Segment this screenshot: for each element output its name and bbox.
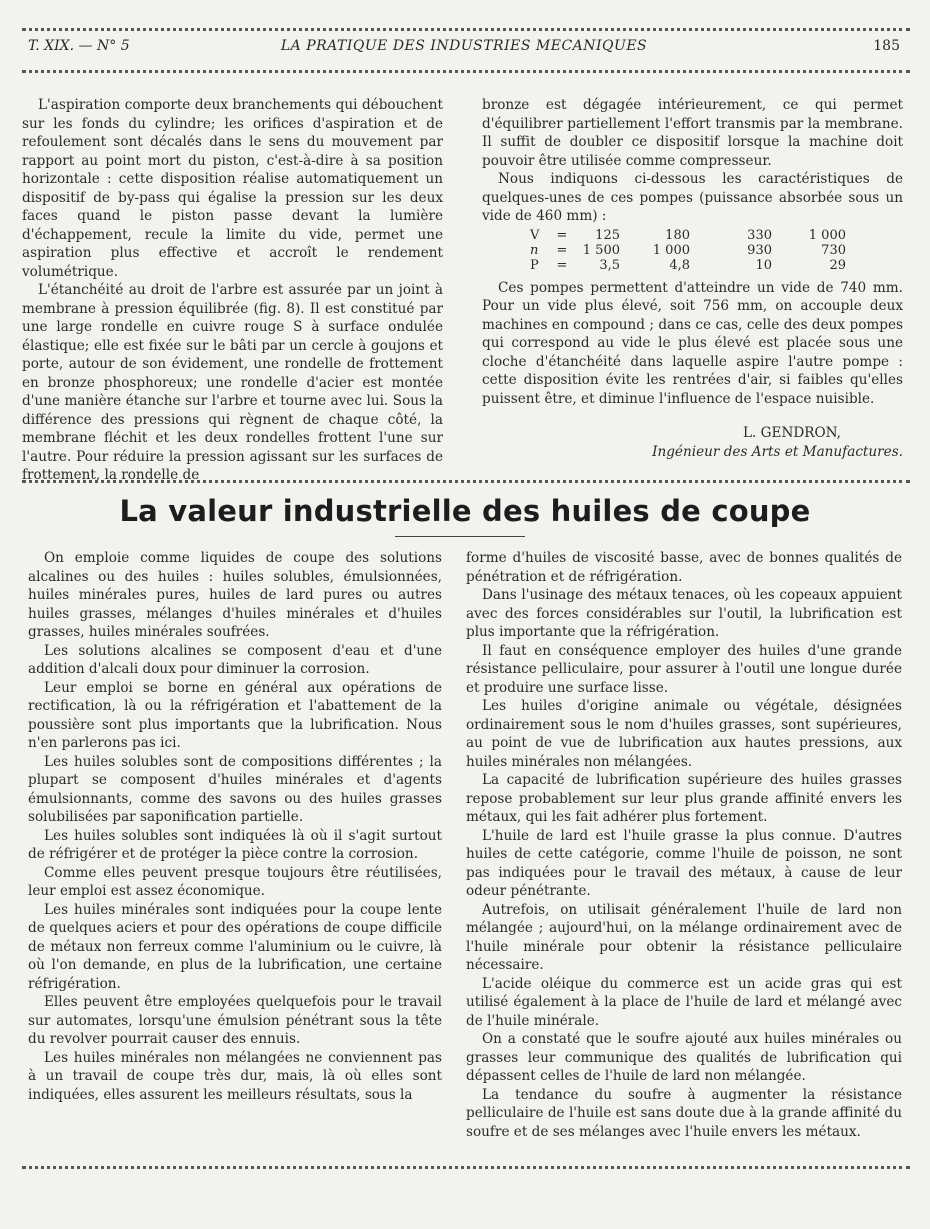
volume-number: T. XIX. — N° 5: [28, 38, 130, 54]
paragraph: Les huiles minérales sont indiquées pour la coupe lente de quelques aciers et pour des opérations de coupe difficile de métaux non ferreux comme l'aluminium ou le cuivre, là où l'on demande, en plus de la lubrification, une certaine réfrigération.: [28, 901, 442, 992]
table-cell: 125: [595, 227, 620, 243]
paragraph: L'huile de lard est l'huile grasse la plus connue. D'autres huiles de cette catégorie, comme l'huile de poisson, ne sont pas indiquées pour le travail des métaux, à cause de leur odeur pénétrante.: [466, 827, 902, 899]
previous-article-right-column: [482, 96, 903, 461]
paragraph: Comme elles peuvent presque toujours être réutilisées, leur emploi est assez économique.: [28, 864, 442, 899]
paragraph: L'étanchéité au droit de l'arbre est assurée par un joint à membrane à pression équilibrée (fig. 8). Il est constitué par une large rondelle en cuivre rouge S à surface ondulée élastique; elle est fixée sur le bâti par un cercle à goujons et porte, autour de son évidement, une rondelle de frottement en bronze phosphoreux; une rondelle d'acier est montée d'une manière étanche sur l'arbre et tourne avec lui. Sous la différence des pressions qui règnent de chaque côté, la membrane fléchit et les deux rondelles frottent l'une sur l'autre. Pour réduire la pression agissant sur les surfaces de frottement, la rondelle de: [22, 282, 443, 483]
paragraph: La tendance du soufre à augmenter la résistance pelliculaire de l'huile est sans doute due à la grande affinité du soufre et de ses mélanges avec l'huile envers les métaux.: [466, 1086, 902, 1140]
table-row: [530, 228, 846, 243]
top-dotted-rule: [22, 28, 910, 31]
paragraph: Il faut en conséquence employer des huiles d'une grande résistance pelliculaire, pour assurer à l'outil une longue durée et produire une surface lisse.: [466, 642, 902, 696]
paragraph: Leur emploi se borne en général aux opérations de rectification, là ou la réfrigération et l'abattement de la poussière sont plus importants que la lubrification. Nous n'en parlerons pas ici.: [28, 679, 442, 751]
header-dotted-rule: [22, 70, 910, 73]
paragraph: Les huiles d'origine animale ou végétale, désignées ordinairement sous le nom d'huiles grasses, sont supérieures, au point de vue de lubrification aux hautes pressions, aux huiles minérales non mélangées.: [466, 698, 902, 770]
table-cell: 730: [821, 242, 846, 258]
author-name: L. GENDRON,: [743, 425, 841, 441]
journal-title: LA PRATIQUE DES INDUSTRIES MECANIQUES: [280, 38, 648, 54]
paragraph: Les huiles minérales non mélangées ne conviennent pas à un travail de coupe très dur, mais, là où elles sont indiquées, elles assurent les meilleurs résultats, sous la: [28, 1049, 442, 1103]
table-row: [530, 243, 846, 258]
table-cell: 4,8: [669, 257, 690, 273]
running-header: [28, 38, 900, 60]
paragraph: forme d'huiles de viscosité basse, avec de bonnes qualités de pénétration et de réfrigération.: [466, 550, 902, 585]
table-cell: 3,5: [599, 257, 620, 273]
author-title: Ingénieur des Arts et Manufactures.: [652, 443, 903, 460]
table-cell: 330: [747, 227, 772, 243]
paragraph: Dans l'usinage des métaux tenaces, où les copeaux appuient avec des forces considérables sur l'outil, la lubrification est plus importante que la réfrigération.: [466, 587, 902, 640]
table-cell: 1 000: [652, 242, 690, 258]
footer-dotted-rule: [22, 1166, 910, 1169]
equals-sign: =: [556, 242, 568, 258]
paragraph: Autrefois, on utilisait généralement l'huile de lard non mélangée ; aujourd'hui, on la mélange ordinairement avec de l'huile minérale pour obtenir la résistance pelliculaire nécessaire.: [466, 901, 902, 973]
article-right-column: [466, 549, 902, 1141]
paragraph: Ces pompes permettent d'atteindre un vide de 740 mm. Pour un vide plus élevé, soit 756 mm, on accouple deux machines en compound ; dans ce cas, celle des deux pompes qui correspond au vide le plus élevé est placée sous une cloche d'étanchéité dans laquelle aspire l'autre pompe : cette disposition évite les rentrées d'air, si faibles qu'elles puissent être, et diminue l'influence de l'espace nuisible.: [482, 279, 903, 407]
paragraph: On a constaté que le soufre ajouté aux huiles minérales ou grasses leur communique des qualités de lubrification qui dépassent celles de l'huile de lard non mélangée.: [466, 1031, 902, 1084]
table-cell: 180: [665, 227, 690, 243]
paragraph: Les huiles solubles sont indiquées là où il s'agit surtout de réfrigérer et de protéger la pièce contre la corrosion.: [28, 827, 442, 862]
table-cell: 1 500: [582, 242, 620, 258]
table-cell: 29: [829, 257, 846, 273]
equals-sign: =: [556, 257, 568, 273]
row-label: P: [530, 257, 539, 273]
author-signature: [482, 424, 903, 461]
previous-article-left-column: [22, 96, 443, 485]
article-title: La valeur industrielle des huiles de coupe: [119, 494, 811, 528]
section-dotted-rule: [22, 480, 910, 483]
title-underline: [395, 536, 525, 537]
table-cell: 1 000: [808, 227, 846, 243]
paragraph: Nous indiquons ci-dessous les caractéristiques de quelques-unes de ces pompes (puissance absorbée sous un vide de 460 mm) :: [482, 171, 903, 224]
pump-specs-table: [530, 228, 846, 273]
paragraph: bronze est dégagée intérieurement, ce qui permet d'équilibrer partiellement l'effort transmis par la membrane. Il suffit de doubler ce dispositif lorsque la machine doit pouvoir être utilisée comme compresseur.: [482, 97, 903, 169]
paragraph: La capacité de lubrification supérieure des huiles grasses repose probablement sur leur plus grande affinité envers les métaux, qui les fait adhérer plus fortement.: [466, 772, 902, 825]
table-cell: 10: [755, 257, 772, 273]
table-row: [530, 258, 846, 273]
row-label: V: [530, 227, 540, 243]
paragraph: L'acide oléique du commerce est un acide gras qui est utilisé également à la place de l'huile de lard et mélangé avec de l'huile minérale.: [466, 975, 902, 1029]
equals-sign: =: [556, 227, 568, 243]
page-number: 185: [873, 38, 900, 54]
paragraph: Elles peuvent être employées quelquefois pour le travail sur automates, lorsqu'une émulsion pénétrant sous la tête du revolver pourrait causer des ennuis.: [28, 994, 442, 1047]
paragraph: Les solutions alcalines se composent d'eau et d'une addition d'alcali doux pour diminuer la corrosion.: [28, 642, 442, 677]
paragraph: On emploie comme liquides de coupe des solutions alcalines ou des huiles : huiles solubles, émulsionnées, huiles minérales pures, huiles de lard pures ou autres huiles grasses, mélanges d'huiles minérales et d'huiles grasses, huiles minérales soufrées.: [28, 550, 442, 640]
table-cell: 930: [747, 242, 772, 258]
paragraph: L'aspiration comporte deux branchements qui débouchent sur les fonds du cylindre; les orifices d'aspiration et de refoulement sont décalés dans le sens du mouvement par rapport au point mort du piston, c'est-à-dire à sa position horizontale : cette disposition réalise automatiquement un dispositif de by-pass qui égalise la pression sur les deux faces quand le piston passe devant la lumière d'échappement, recule la limite du vide, permet une aspiration plus effective et accroît le rendement volumétrique.: [22, 97, 443, 280]
paragraph: Les huiles solubles sont de compositions différentes ; la plupart se composent d'huiles minérales et d'agents émulsionnants, comme des savons ou des huiles grasses solubilisées par saponification partielle.: [28, 753, 442, 825]
article-left-column: [28, 549, 442, 1104]
row-label: n: [530, 242, 539, 258]
